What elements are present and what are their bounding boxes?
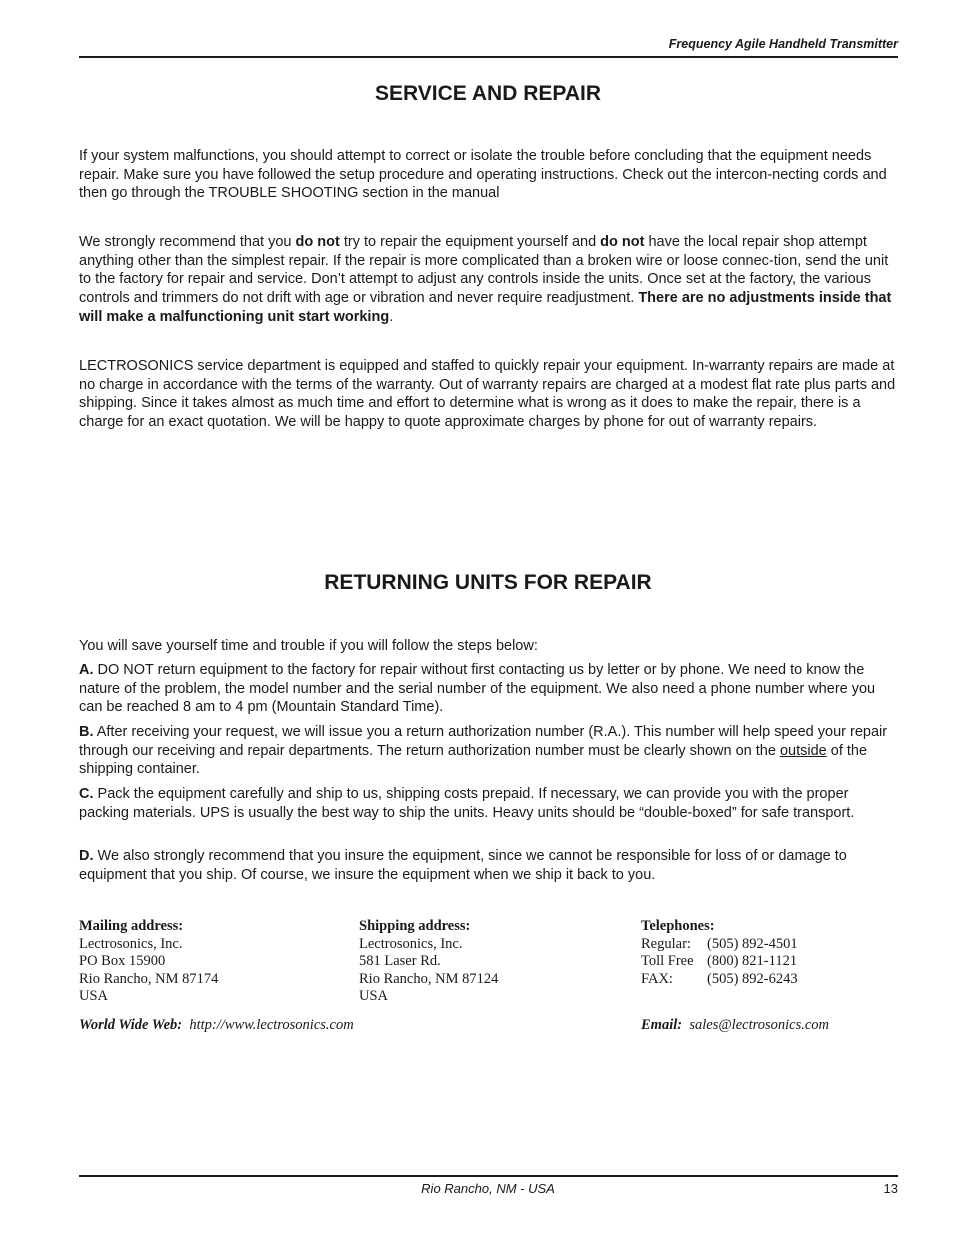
returning-heading: RETURNING UNITS FOR REPAIR	[324, 571, 652, 594]
p2-period: .	[389, 308, 394, 325]
service-paragraph-3	[79, 357, 899, 432]
mailing-label: Mailing address:	[79, 918, 184, 934]
web-label: World Wide Web:	[79, 1017, 183, 1033]
service-paragraph-2	[79, 233, 899, 327]
telephones-label: Telephones:	[641, 918, 715, 934]
telephone-key: FAX:	[641, 970, 673, 987]
service-paragraph-3-text: LECTROSONICS service department is equipped and staffed to quickly repair your equipment. In-warranty repairs are made at no charge in accordance with the terms of the warranty. Out of warranty repairs are charged at a modest flat rate plus parts and shipping. Since it takes almost as much time and effort to determine what is wrong as it does to make the repair, there is a charge for an exact quotation. We will be happy to quote approximate charges by phone for out of warranty repairs.	[79, 358, 896, 431]
shipping-address	[359, 918, 619, 1006]
service-paragraph-1	[79, 147, 899, 203]
p2-part-c: try to repair the equipment yourself and	[339, 234, 601, 250]
email-line	[641, 1017, 901, 1035]
step-c	[79, 785, 899, 822]
step-b	[79, 723, 899, 779]
running-header: Frequency Agile Handheld Transmitter	[668, 37, 898, 51]
mailing-line: PO Box 15900	[79, 953, 166, 970]
shipping-line: USA	[359, 988, 389, 1005]
p2-warning: There are no adjustments inside that will make a malfunctioning unit start working	[79, 290, 892, 325]
header-rule	[79, 56, 898, 58]
mailing-line: Lectrosonics, Inc.	[79, 935, 183, 952]
shipping-line: Rio Rancho, NM 87124	[359, 970, 499, 987]
p2-do-not-1: do not	[295, 234, 340, 250]
service-paragraph-1-text: If your system malfunctions, you should attempt to correct or isolate the trouble before concluding that the equipment needs repair. Make sure you have followed the setup procedure and operating instructions. Check out the intercon-necting cords and then go through the TROUBLE SHOOTING section in the manual	[79, 148, 887, 202]
p2-do-not-2: do not	[600, 234, 645, 250]
step-b-label: B.	[79, 724, 94, 740]
footer-rule	[79, 1175, 898, 1177]
web-value[interactable]: http://www.lectrosonics.com	[189, 1017, 354, 1033]
returning-intro: You will save yourself time and trouble if you will follow the steps below:	[79, 638, 538, 654]
email-label: Email:	[641, 1017, 683, 1033]
step-a-label: A.	[79, 662, 94, 678]
telephone-row	[641, 971, 901, 989]
step-b-outside: outside	[779, 742, 827, 759]
telephone-key: Toll Free	[641, 953, 694, 970]
email-value[interactable]: sales@lectrosonics.com	[689, 1017, 829, 1033]
step-a	[79, 661, 899, 717]
step-b-text-2: of the shipping container.	[79, 742, 868, 778]
footer-location: Rio Rancho, NM - USA	[421, 1181, 555, 1196]
step-a-text: DO NOT return equipment to the factory for repair without first contacting us by letter or by phone. We need to know the nature of the problem, the model number and the serial number of the equipment. We also need a phone number where you can be reached 8 am to 4 pm (Mountain Standard Time).	[79, 662, 876, 716]
mailing-line: USA	[79, 988, 109, 1005]
step-d	[79, 847, 899, 884]
step-d-text: We also strongly recommend that you insure the equipment, since we cannot be responsible for loss of or damage to equipment that you ship. Of course, we insure the equipment when we ship it back to you.	[79, 848, 847, 883]
mailing-line: Rio Rancho, NM 87174	[79, 970, 219, 987]
telephone-row	[641, 936, 901, 954]
mailing-address	[79, 918, 339, 1006]
step-d-label: D.	[79, 848, 94, 864]
telephone-key: Regular:	[641, 935, 691, 952]
page-number: 13	[883, 1181, 898, 1196]
step-c-label: C.	[79, 786, 94, 802]
telephones	[641, 918, 901, 988]
telephone-value: (800) 821-1121	[707, 953, 798, 970]
web-line	[79, 1017, 479, 1035]
step-c-text: Pack the equipment carefully and ship to us, shipping costs prepaid. If necessary, we can provide you with the proper packing materials. UPS is usually the best way to ship the units. Heavy units should be “double-boxed” for safe transport.	[79, 786, 855, 821]
step-b-text-1: After receiving your request, we will issue you a return authorization number (R.A.). This number will help speed your repair through our receiving and repair departments. The return authorization number must be clearly shown on the	[79, 724, 888, 759]
shipping-line: Lectrosonics, Inc.	[359, 935, 463, 952]
shipping-label: Shipping address:	[359, 918, 471, 934]
service-heading: SERVICE AND REPAIR	[375, 82, 601, 105]
shipping-line: 581 Laser Rd.	[359, 953, 441, 970]
p2-part-e: have the local repair shop attempt anything other than the simplest repair. If the repair is more complicated than a broken wire or loose connec-tion, send the unit to the factory for repair and service. Don’t attempt to adjust any controls inside the units. Once set at the factory, the various controls and trimmers do not drift with age or vibration and never require readjustment.	[79, 234, 889, 307]
p2-part-a: We strongly recommend that you	[79, 234, 296, 250]
telephone-value: (505) 892-4501	[707, 935, 798, 952]
telephone-value: (505) 892-6243	[707, 970, 798, 987]
telephone-row	[641, 953, 901, 971]
